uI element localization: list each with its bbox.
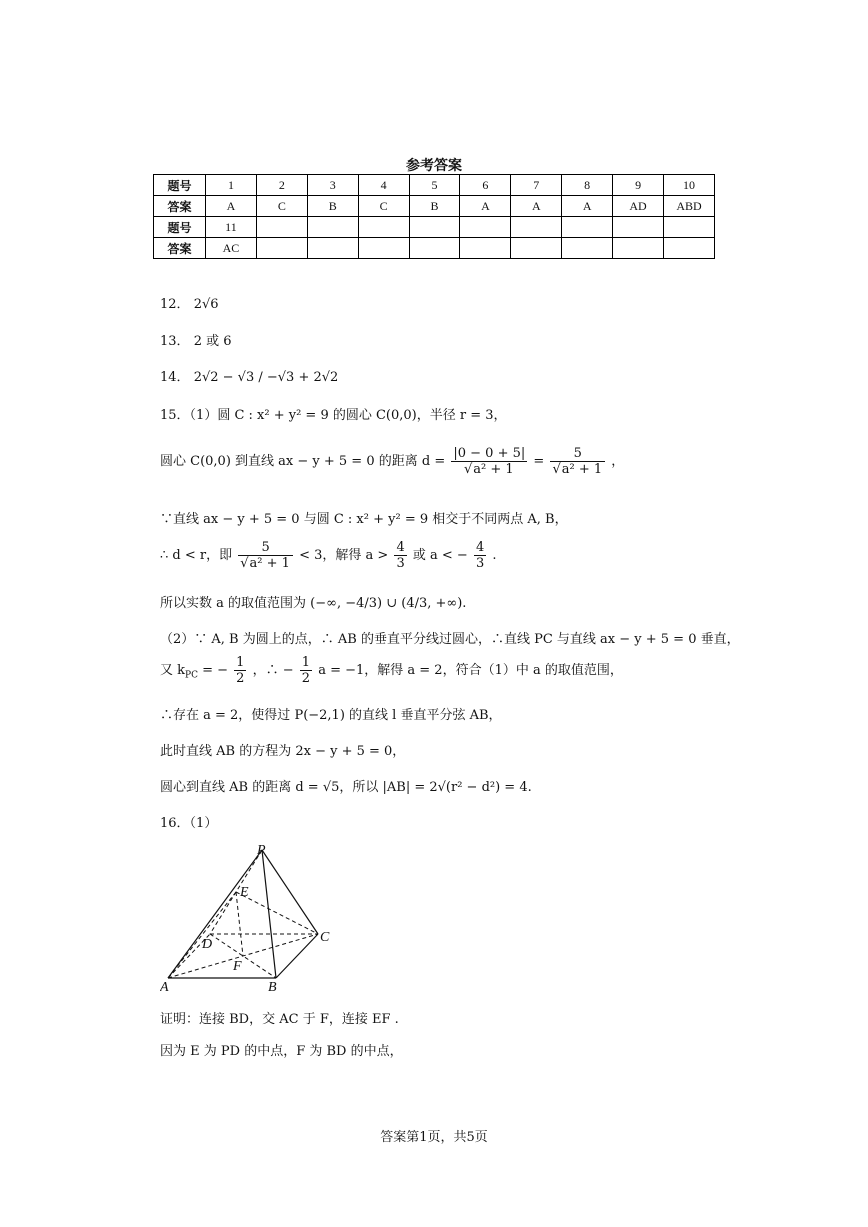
- equals-sign: =: [533, 454, 545, 469]
- table-cell: 3: [307, 175, 358, 196]
- q16-line-1: 证明：连接 BD，交 AC 于 F，连接 EF .: [160, 1012, 399, 1027]
- fraction-numerator: 4: [475, 540, 485, 555]
- table-cell: [460, 217, 511, 238]
- one-half-fraction-2: [300, 655, 312, 686]
- table-cell: [307, 238, 358, 259]
- table-row: [154, 196, 715, 217]
- table-cell: 11: [206, 217, 257, 238]
- sqrt-body: a² + 1: [561, 462, 603, 477]
- q15-distance-fraction-2: [550, 446, 605, 477]
- table-cell: 5: [409, 175, 460, 196]
- q13-number: 13．: [160, 334, 190, 349]
- q12-answer: 2√6: [193, 297, 219, 312]
- table-cell: A: [460, 196, 511, 217]
- table-cell: B: [307, 196, 358, 217]
- q15-inequality-fraction: [238, 540, 293, 571]
- row-header: 题号: [154, 175, 206, 196]
- q16-line-2: 因为 E 为 PD 的中点，F 为 BD 的中点，: [160, 1044, 403, 1059]
- table-cell: [358, 217, 409, 238]
- punctuation: .: [492, 548, 497, 563]
- q13-line: [160, 330, 232, 349]
- table-cell: [562, 217, 613, 238]
- table-cell: B: [409, 196, 460, 217]
- row-header: 答案: [154, 238, 206, 259]
- q14-line: [160, 366, 338, 385]
- table-cell: C: [256, 196, 307, 217]
- pyramid-figure: [160, 842, 340, 992]
- table-cell: [409, 238, 460, 259]
- table-cell: [562, 238, 613, 259]
- table-cell: [460, 238, 511, 259]
- fraction-denominator: √a² + 1: [463, 462, 514, 477]
- q15-inequality-text: ∴ d < r，即: [160, 548, 233, 563]
- q13-answer: 2 或 6: [193, 334, 232, 349]
- q15-line-5: 所以实数 a 的取值范围为 (−∞, −4/3) ∪ (4/3, +∞).: [160, 596, 467, 611]
- fraction-denominator: 2: [236, 671, 245, 686]
- page-title: 参考答案: [406, 158, 462, 174]
- table-cell: [409, 217, 460, 238]
- slope-symbol: 又 k: [160, 663, 186, 678]
- table-cell: A: [562, 196, 613, 217]
- page-footer: 答案第1页，共5页: [380, 1130, 488, 1145]
- table-cell: [358, 238, 409, 259]
- q15-line-8: ∴存在 a = 2，使得过 P(−2,1) 的直线 l 垂直平分弦 AB，: [160, 708, 502, 723]
- fraction-numerator: 5: [550, 446, 605, 462]
- table-cell: 7: [511, 175, 562, 196]
- q15-line-9: 此时直线 AB 的方程为 2x − y + 5 = 0，: [160, 744, 406, 759]
- table-cell: [664, 238, 715, 259]
- q15-line-2: [160, 446, 624, 477]
- row-header: 答案: [154, 196, 206, 217]
- table-cell: [613, 238, 664, 259]
- q12-line: [160, 293, 219, 312]
- fraction-numerator: |0 − 0 + 5|: [453, 446, 526, 461]
- table-cell: [511, 217, 562, 238]
- sqrt-body: a² + 1: [473, 462, 514, 477]
- fraction-numerator: 4: [396, 540, 405, 555]
- slope-subscript: PC: [185, 670, 198, 681]
- label-B: B: [268, 980, 277, 992]
- table-cell: A: [511, 196, 562, 217]
- sqrt-body: a² + 1: [249, 556, 290, 571]
- table-cell: [256, 238, 307, 259]
- label-A: A: [160, 980, 169, 992]
- q15-distance-fraction: [451, 446, 527, 477]
- q12-number: 12．: [160, 297, 190, 312]
- table-cell: ABD: [664, 196, 715, 217]
- punctuation: ，: [611, 454, 625, 469]
- fraction-denominator: 3: [475, 556, 485, 571]
- table-cell: [511, 238, 562, 259]
- table-cell: 4: [358, 175, 409, 196]
- segment-EF: [236, 892, 243, 956]
- one-half-fraction: [234, 655, 246, 686]
- table-row: [154, 238, 715, 259]
- answer-table: [153, 174, 715, 259]
- four-thirds-fraction: [394, 540, 406, 571]
- four-thirds-fraction-2: [474, 540, 486, 571]
- fraction-denominator: 3: [396, 556, 405, 571]
- row-header: 题号: [154, 217, 206, 238]
- q15-line-4: [160, 540, 497, 571]
- table-cell: [613, 217, 664, 238]
- table-cell: 10: [664, 175, 715, 196]
- table-row: [154, 217, 715, 238]
- q15-line-10: 圆心到直线 AB 的距离 d = √5，所以 |AB| = 2√(r² − d²) = 4.: [160, 780, 532, 795]
- q15-line-3: ∵直线 ax − y + 5 = 0 与圆 C : x² + y² = 9 相交于不同两点 A, B，: [160, 512, 568, 527]
- edge-PB: [262, 850, 276, 978]
- q15-solve-a-text: a = −1，解得 a = 2，符合（1）中 a 的取值范围，: [318, 663, 623, 678]
- q15-or-text: 或 a < −: [412, 548, 468, 563]
- q15-line-6: （2）∵ A, B 为圆上的点，∴ AB 的垂直平分线过圆心，∴直线 PC 与直线 ax − y + 5 = 0 垂直，: [160, 632, 740, 647]
- therefore-minus: ，∴ −: [252, 663, 294, 678]
- label-P: P: [257, 843, 266, 858]
- table-row: [154, 175, 715, 196]
- table-cell: A: [206, 196, 257, 217]
- q14-number: 14．: [160, 370, 190, 385]
- fraction-numerator: 1: [236, 655, 245, 670]
- q15-distance-text: 圆心 C(0,0) 到直线 ax − y + 5 = 0 的距离 d =: [160, 454, 446, 469]
- equals-minus: = −: [197, 663, 229, 678]
- fraction-denominator: 2: [301, 671, 311, 686]
- table-cell: 9: [613, 175, 664, 196]
- fraction-denominator: √a² + 1: [240, 556, 290, 571]
- table-cell: 8: [562, 175, 613, 196]
- table-cell: [307, 217, 358, 238]
- table-cell: 2: [256, 175, 307, 196]
- label-E: E: [240, 885, 249, 900]
- q14-answer: 2√2 − √3 / −√3 + 2√2: [193, 370, 339, 385]
- q16-line-heading: 16．（1）: [160, 816, 218, 831]
- label-F: F: [233, 959, 242, 974]
- fraction-denominator: √a² + 1: [552, 462, 603, 477]
- table-cell: [664, 217, 715, 238]
- fraction-numerator: 5: [238, 540, 293, 556]
- table-cell: AC: [206, 238, 257, 259]
- fraction-numerator: 1: [301, 655, 311, 670]
- table-cell: AD: [613, 196, 664, 217]
- table-cell: 1: [206, 175, 257, 196]
- table-cell: [256, 217, 307, 238]
- label-C: C: [320, 930, 330, 945]
- pyramid-diagram: [160, 842, 340, 992]
- table-cell: 6: [460, 175, 511, 196]
- segment-EA: [168, 892, 236, 978]
- q15-solve-text: < 3，解得 a >: [299, 548, 389, 563]
- label-D: D: [202, 937, 213, 952]
- table-cell: C: [358, 196, 409, 217]
- q15-line-1: 15．（1）圆 C : x² + y² = 9 的圆心 C(0,0)，半径 r = 3，: [160, 408, 507, 423]
- q15-line-7: [160, 655, 623, 686]
